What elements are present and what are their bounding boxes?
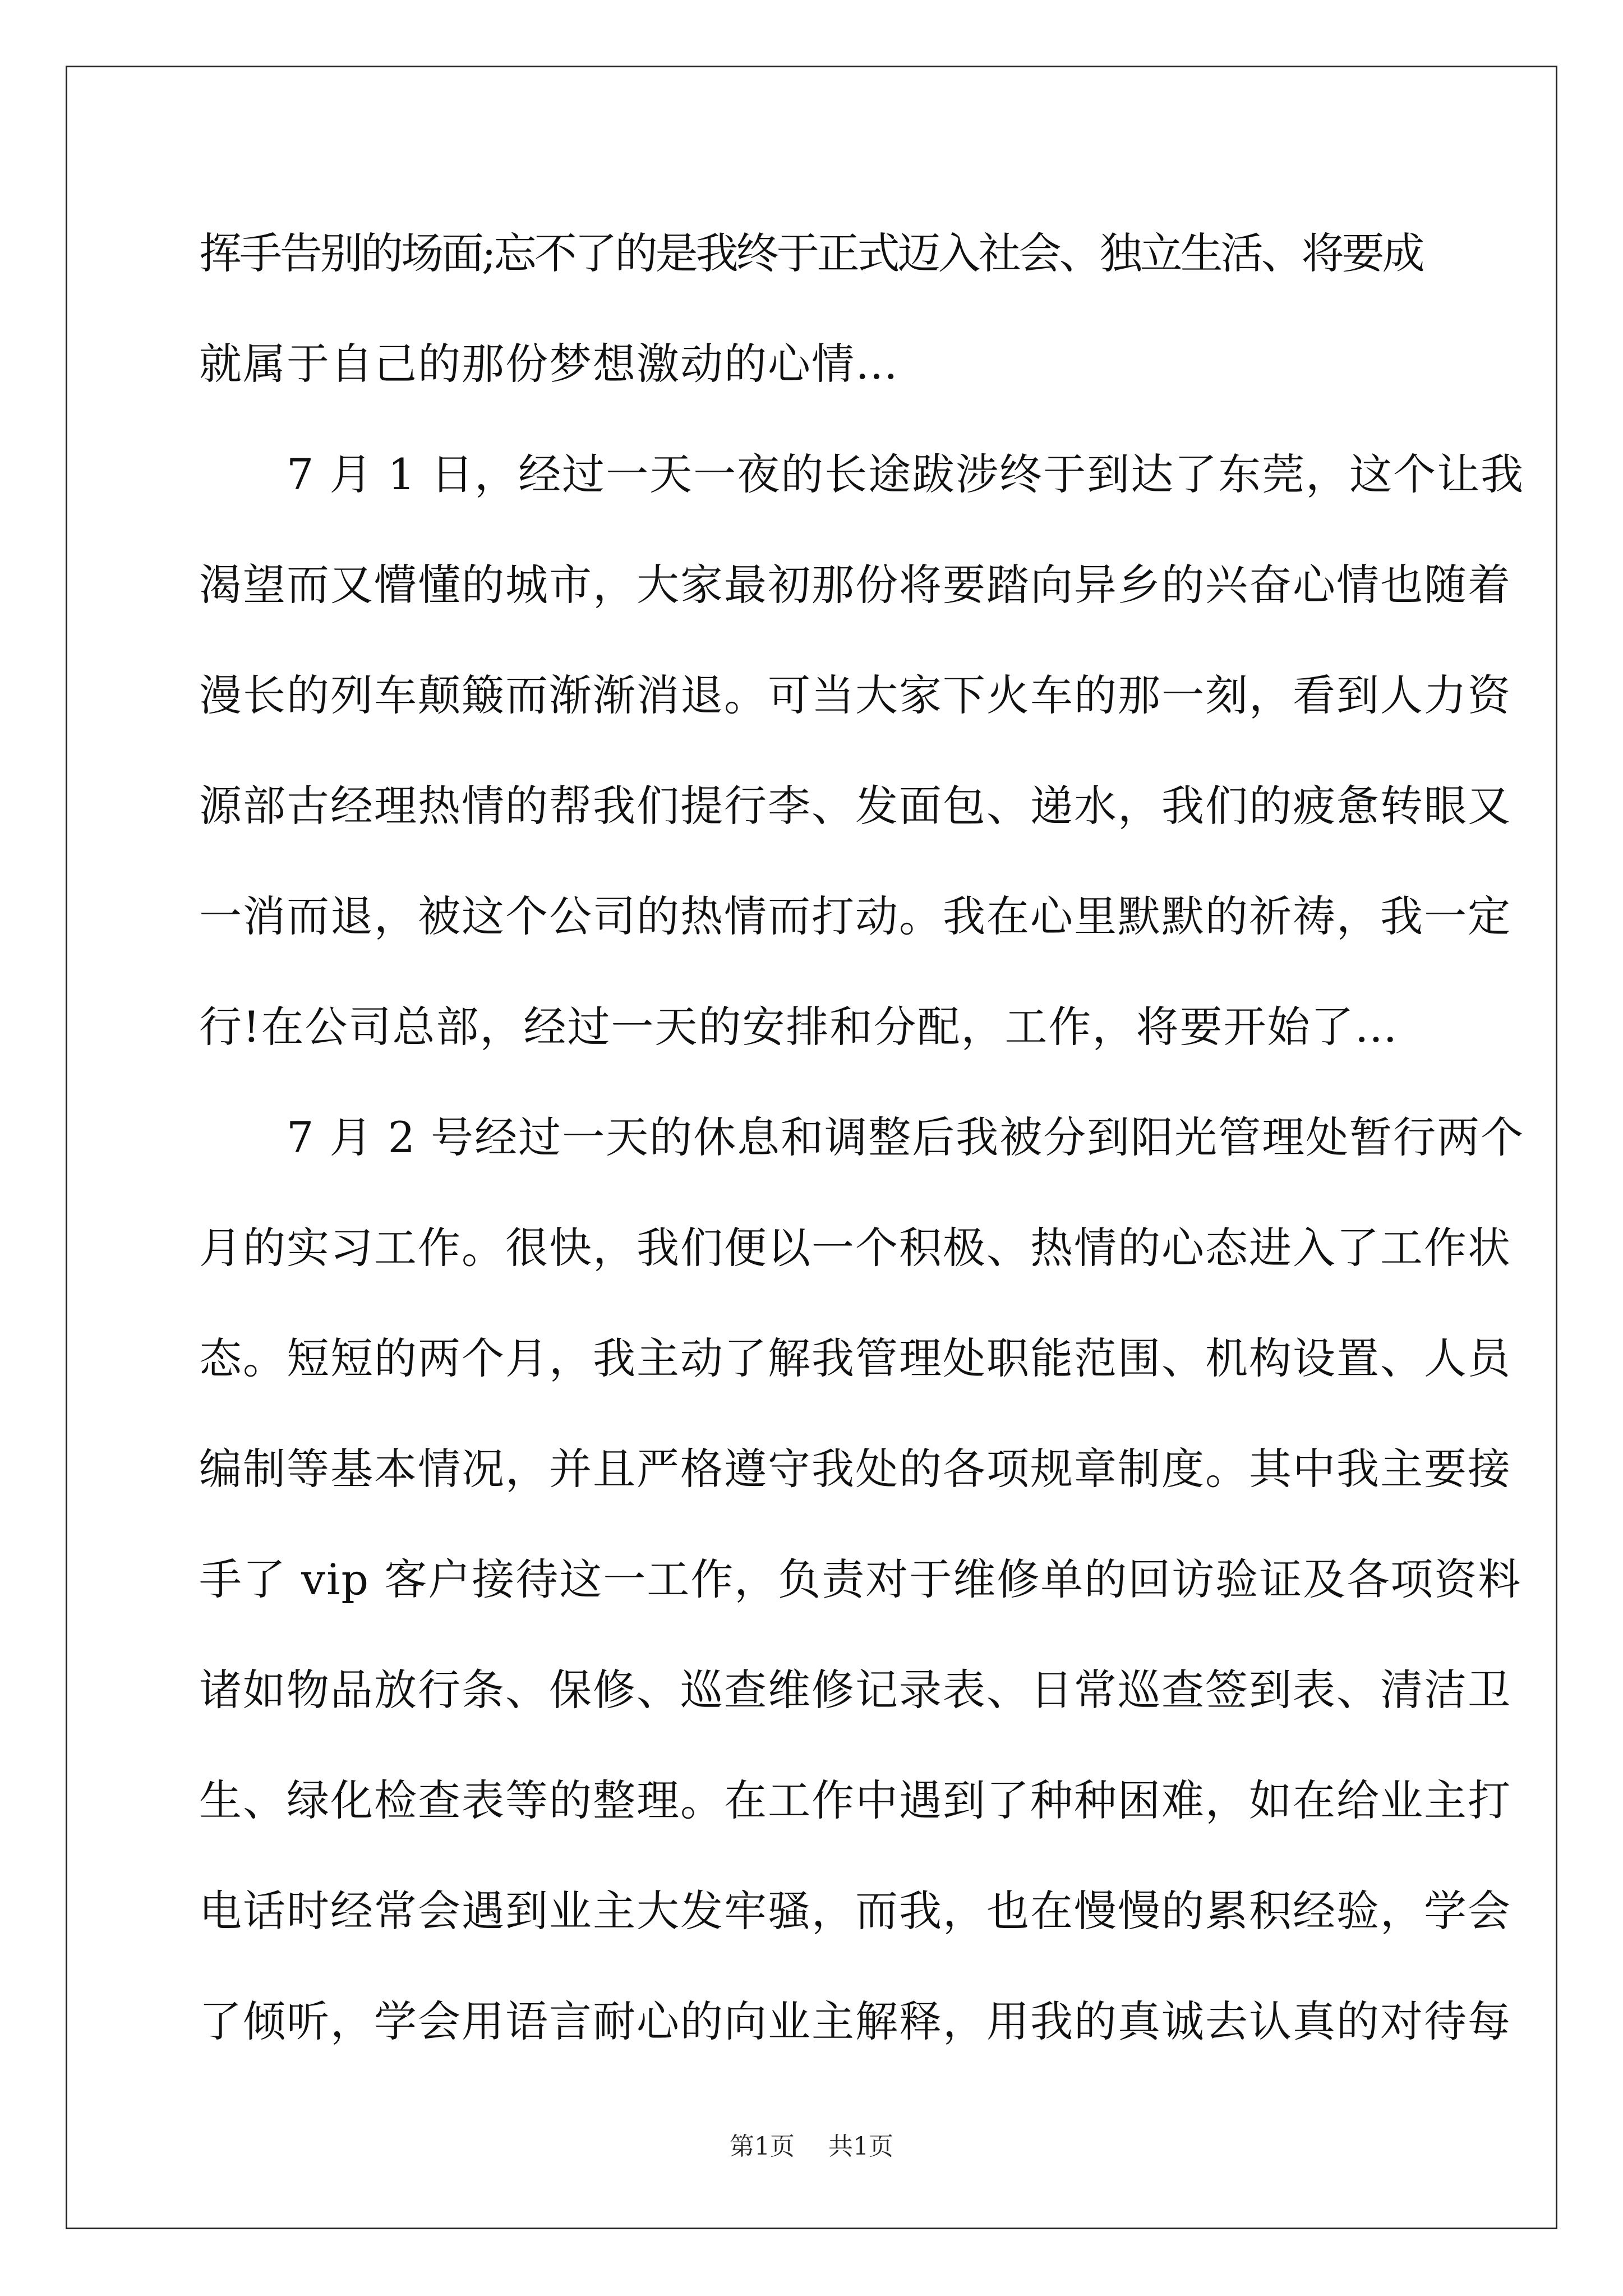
text-line: [199, 1082, 1525, 1193]
line-text: 源部古经理热情的帮我们提行李、发面包、递水，我们的疲惫转眼又: [199, 781, 1511, 831]
line-text: 渴望而又懵懂的城市，大家最初那份将要踏向异乡的兴奋心情也随着: [199, 560, 1511, 610]
line-text: 生、绿化检查表等的整理。在工作中遇到了种种困难，如在给业主打: [199, 1775, 1511, 1825]
line-text: 挥手告别的场面;忘不了的是我终于正式迈入社会、独立生活、将要成: [199, 228, 1423, 278]
text-line: [199, 1966, 1511, 2077]
line-text: 7 月 1 日，经过一天一夜的长途跋涉终于到达了东莞，这个让我: [199, 449, 1525, 499]
page-number-current: 第1页: [730, 2132, 795, 2161]
line-text: 电话时经常会遇到业主大发牢骚，而我，也在慢慢的累积经验，学会: [199, 1886, 1511, 1936]
text-line: [199, 1856, 1511, 1966]
line-text: 手了 vip 客户接待这一工作，负责对于维修单的回访验证及各项资料: [199, 1554, 1522, 1604]
page-footer: [0, 2126, 1623, 2162]
line-text: 月的实习工作。很快，我们便以一个积极、热情的心态进入了工作状: [199, 1223, 1511, 1273]
line-text: 诸如物品放行条、保修、巡查维修记录表、日常巡查签到表、清洁卫: [199, 1665, 1511, 1715]
line-text: 态。短短的两个月，我主动了解我管理处职能范围、机构设置、人员: [199, 1333, 1511, 1383]
text-line: [199, 309, 1424, 419]
line-text: 就属于自己的那份梦想激动的心情…: [199, 339, 899, 389]
text-line: [199, 861, 1511, 972]
text-line: [199, 1193, 1511, 1303]
text-line: [199, 640, 1511, 751]
text-line: [199, 530, 1511, 640]
line-text: 编制等基本情况，并且严格遵守我处的各项规章制度。其中我主要接: [199, 1444, 1511, 1494]
page-number-total: 共1页: [828, 2132, 893, 2161]
text-line: [199, 751, 1511, 861]
text-line: [199, 972, 1424, 1082]
text-line: [199, 198, 1424, 309]
text-line: [199, 419, 1525, 530]
text-line: [199, 1524, 1522, 1635]
text-line: [199, 1635, 1511, 1745]
text-line: [199, 1303, 1511, 1414]
line-text: 7 月 2 号经过一天的休息和调整后我被分到阳光管理处暂行两个: [199, 1112, 1525, 1162]
line-text: 行!在公司总部，经过一天的安排和分配，工作，将要开始了…: [199, 1002, 1399, 1052]
text-line: [199, 1414, 1511, 1524]
line-text: 漫长的列车颠簸而渐渐消退。可当大家下火车的那一刻，看到人力资: [199, 670, 1511, 720]
document-body: [199, 198, 1525, 2077]
line-text: 一消而退，被这个公司的热情而打动。我在心里默默的祈祷，我一定: [199, 891, 1511, 941]
text-line: [199, 1745, 1511, 1856]
line-text: 了倾听，学会用语言耐心的向业主解释，用我的真诚去认真的对待每: [199, 1996, 1511, 2046]
